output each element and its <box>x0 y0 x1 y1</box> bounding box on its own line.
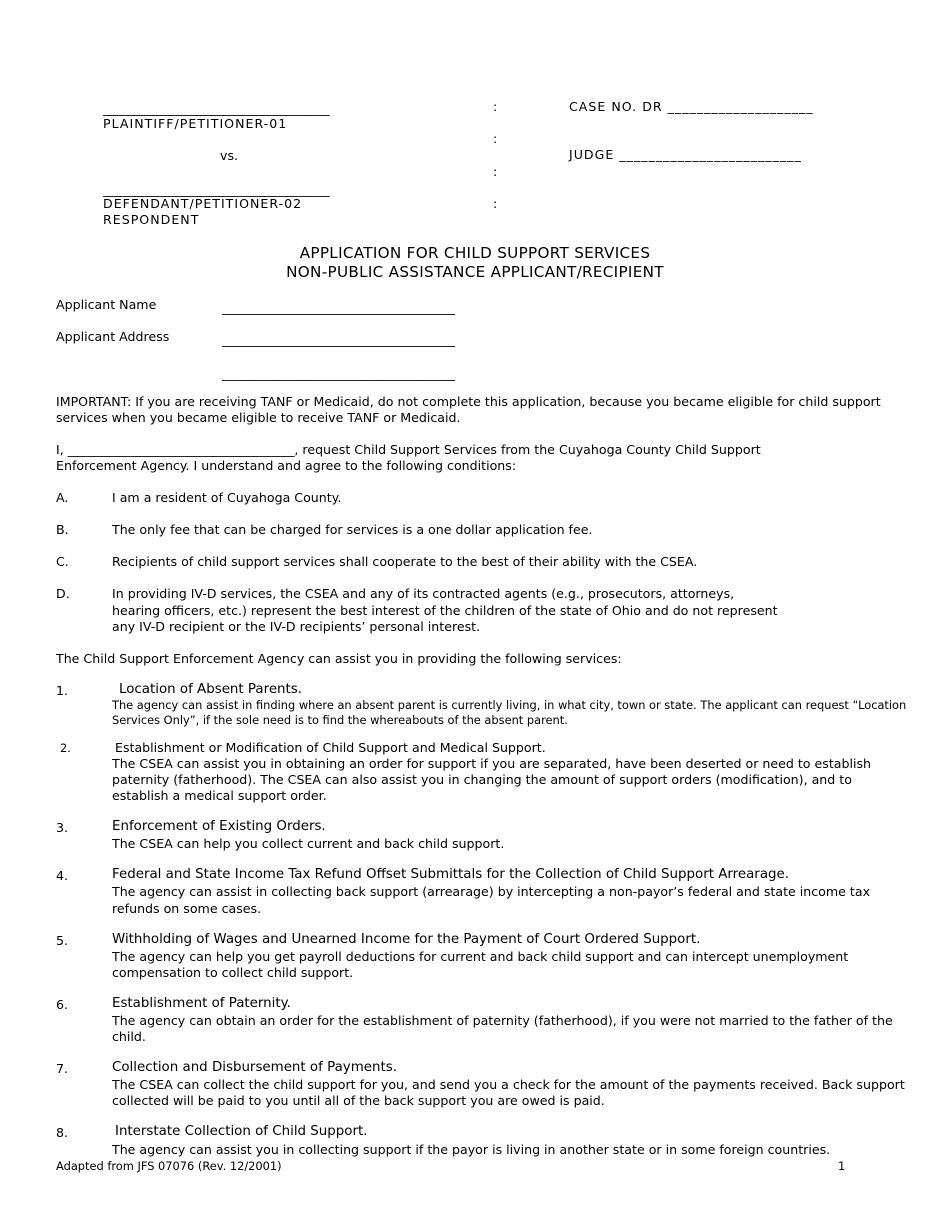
service-description: compensation to collect child support. <box>112 965 354 980</box>
applicant-address-line-2: _____________________________________ <box>222 366 455 381</box>
service-description: Services Only”, if the sole need is to find the whereabouts of the absent parent. <box>112 713 568 727</box>
service-description: The agency can obtain an order for the establishment of paternity (fatherhood), if you were not married to the father of the <box>112 1013 893 1028</box>
service-description: paternity (fatherhood). The CSEA can also assist you in changing the amount of support orders (modification), and to <box>112 772 852 787</box>
service-number: 2. <box>60 741 71 755</box>
request-line: I, ____________________________________, request Child Support Services from the Cuyahoga County Child Support <box>56 442 761 457</box>
service-description: child. <box>112 1029 146 1044</box>
service-description: The agency can assist you in collecting support if the payor is living in another state or in some foreign countries. <box>112 1142 831 1157</box>
form-title: APPLICATION FOR CHILD SUPPORT SERVICES <box>299 244 651 262</box>
judge-field: JUDGE _________________________ <box>569 147 802 162</box>
service-description: The agency can help you get payroll deductions for current and back child support and can intercept unemployment <box>112 949 849 964</box>
applicant-name-line: _____________________________________ <box>222 300 455 315</box>
applicant-name-label: Applicant Name <box>56 297 157 312</box>
footer-form-reference: Adapted from JFS 07076 (Rev. 12/2001) <box>56 1159 282 1173</box>
condition-letter: D. <box>56 586 70 601</box>
versus-label: vs. <box>220 148 239 163</box>
request-line: Enforcement Agency. I understand and agree to the following conditions: <box>56 458 517 473</box>
service-title: Establishment or Modification of Child Support and Medical Support. <box>115 740 546 755</box>
condition-text: hearing officers, etc.) represent the best interest of the children of the state of Ohio and do not represent <box>112 603 778 618</box>
caption-divider-colon: : <box>493 99 498 114</box>
condition-text: Recipients of child support services shall cooperate to the best of their ability with the CSEA. <box>112 554 698 569</box>
service-description: The CSEA can collect the child support for you, and send you a check for the amount of the payments received. Back support <box>112 1077 905 1092</box>
service-title: Establishment of Paternity. <box>112 996 291 1011</box>
caption-divider-colon: : <box>493 196 498 211</box>
plaintiff-label: PLAINTIFF/PETITIONER-01 <box>103 116 288 131</box>
caption-divider-colon: : <box>493 164 498 179</box>
service-description: collected will be paid to you until all of the back support you are owed is paid. <box>112 1093 605 1108</box>
service-description: The agency can assist in finding where an absent parent is currently living, in what city, town or state. The applicant can request “Location <box>112 698 907 712</box>
defendant-label: DEFENDANT/PETITIONER-02 <box>103 196 303 211</box>
condition-letter: A. <box>56 490 69 505</box>
form-subtitle: NON-PUBLIC ASSISTANCE APPLICANT/RECIPIENT <box>286 263 664 281</box>
service-description: refunds on some cases. <box>112 901 262 916</box>
applicant-address-line-1: _____________________________________ <box>222 332 455 347</box>
services-intro: The Child Support Enforcement Agency can assist you in providing the following services: <box>56 651 622 666</box>
service-number: 6. <box>56 997 69 1012</box>
service-title: Location of Absent Parents. <box>119 682 303 697</box>
caption-divider-colon: : <box>493 131 498 146</box>
applicant-address-label: Applicant Address <box>56 329 170 344</box>
respondent-label: RESPONDENT <box>103 212 200 227</box>
service-title: Enforcement of Existing Orders. <box>112 819 326 834</box>
service-description: The CSEA can assist you in obtaining an order for support if you are separated, have been deserted or need to establish <box>112 756 872 771</box>
condition-letter: B. <box>56 522 69 537</box>
service-number: 4. <box>56 868 69 883</box>
condition-letter: C. <box>56 554 69 569</box>
service-number: 1. <box>56 683 69 698</box>
service-description: The CSEA can help you collect current and back child support. <box>112 836 505 851</box>
case-number-field: CASE NO. DR ____________________ <box>569 99 814 114</box>
service-number: 5. <box>56 933 69 948</box>
service-description: The agency can assist in collecting back support (arrearage) by intercepting a non-payor’s federal and state income tax <box>112 884 871 899</box>
service-number: 7. <box>56 1061 69 1076</box>
service-title: Withholding of Wages and Unearned Income for the Payment of Court Ordered Support. <box>112 932 701 947</box>
condition-text: any IV-D recipient or the IV-D recipients’ personal interest. <box>112 619 481 634</box>
service-number: 8. <box>56 1125 69 1140</box>
service-number: 3. <box>56 820 69 835</box>
condition-text: The only fee that can be charged for services is a one dollar application fee. <box>112 522 593 537</box>
condition-text: I am a resident of Cuyahoga County. <box>112 490 342 505</box>
service-title: Federal and State Income Tax Refund Offset Submittals for the Collection of Child Support Arrearage. <box>112 867 790 882</box>
service-title: Collection and Disbursement of Payments. <box>112 1060 397 1075</box>
service-title: Interstate Collection of Child Support. <box>115 1124 368 1139</box>
condition-text: In providing IV-D services, the CSEA and any of its contracted agents (e.g., prosecutors, attorneys, <box>112 586 735 601</box>
defendant-signature-line: ____________________________________ <box>103 182 330 197</box>
important-line: IMPORTANT: If you are receiving TANF or Medicaid, do not complete this application, because you became eligible for child support <box>56 394 881 409</box>
page-number: 1 <box>838 1159 846 1173</box>
service-description: establish a medical support order. <box>112 788 327 803</box>
plaintiff-signature-line: ____________________________________ <box>103 101 330 116</box>
important-line: services when you became eligible to receive TANF or Medicaid. <box>56 410 461 425</box>
